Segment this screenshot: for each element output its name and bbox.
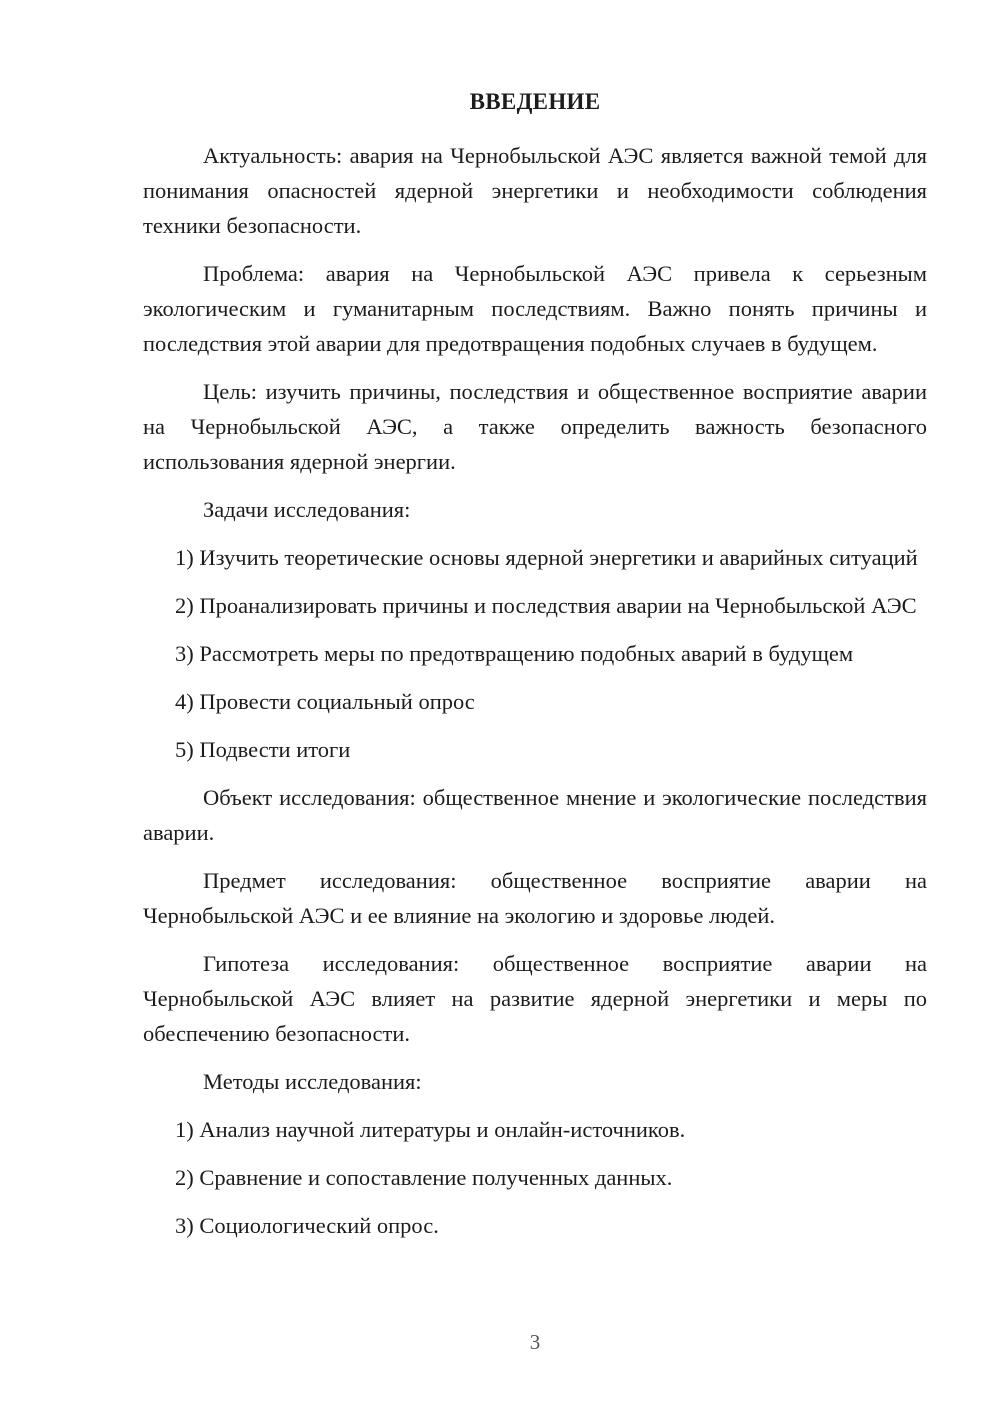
relevance-paragraph: Актуальность: авария на Чернобыльской АЭС является важной темой для понимания опасностей ядерной энергетики и необходимости соблюдения техники безопасности. (143, 143, 927, 238)
subject-paragraph: Предмет исследования: общественное восприятие аварии на Чернобыльской АЭС и ее влияние на экологию и здоровье людей. (143, 868, 927, 928)
problem-paragraph: Проблема: авария на Чернобыльской АЭС привела к серьезным экологическим и гуманитарным последствиям. Важно понять причины и последствия этой аварии для предотвращения подобных случаев в будущем. (143, 261, 927, 356)
method-item-3: 3) Социологический опрос. (175, 1213, 439, 1238)
section-title: ВВЕДЕНИЕ (469, 89, 601, 114)
hypothesis-paragraph: Гипотеза исследования: общественное восприятие аварии на Чернобыльской АЭС влияет на развитие ядерной энергетики и меры по обеспечению безопасности. (143, 951, 927, 1046)
task-item-1: 1) Изучить теоретические основы ядерной энергетики и аварийных ситуаций (175, 545, 918, 570)
tasks-heading: Задачи исследования: (203, 497, 411, 522)
page-content (143, 88, 927, 1256)
method-item-2: 2) Сравнение и сопоставление полученных данных. (175, 1165, 673, 1190)
task-item-5: 5) Подвести итоги (175, 737, 351, 762)
task-item-3: 3) Рассмотреть меры по предотвращению подобных аварий в будущем (175, 641, 854, 666)
goal-paragraph: Цель: изучить причины, последствия и общественное восприятие аварии на Чернобыльской АЭС, а также определить важность безопасного использования ядерной энергии. (143, 379, 927, 474)
task-item-2: 2) Проанализировать причины и последствия аварии на Чернобыльской АЭС (175, 593, 917, 618)
object-paragraph: Объект исследования: общественное мнение и экологические последствия аварии. (143, 785, 927, 845)
methods-heading: Методы исследования: (203, 1069, 422, 1094)
page-number: 3 (529, 1330, 541, 1354)
task-item-4: 4) Провести социальный опрос (175, 689, 475, 714)
method-item-1: 1) Анализ научной литературы и онлайн-источников. (175, 1117, 686, 1142)
